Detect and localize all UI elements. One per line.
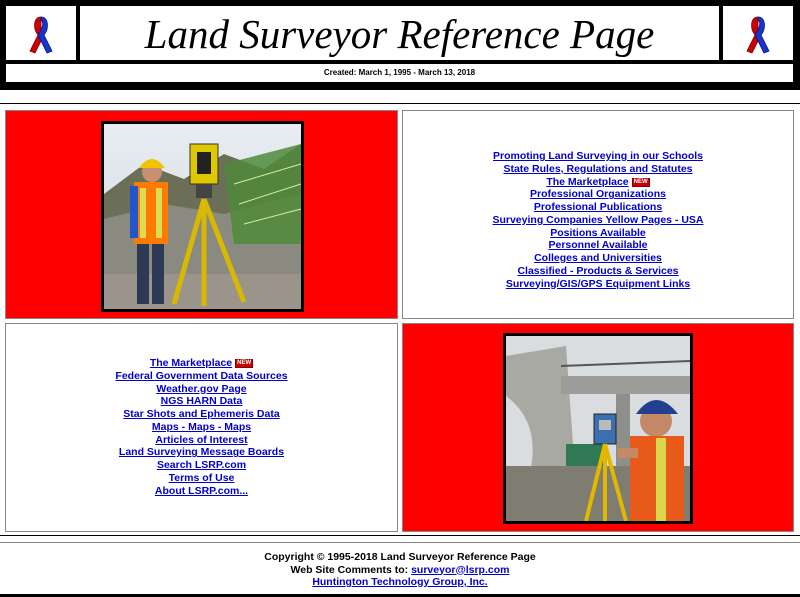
email-link[interactable]: surveyor@lsrp.com (411, 563, 510, 576)
title-box (79, 5, 720, 61)
footer (0, 551, 800, 589)
panel-bottom-left (5, 323, 398, 532)
link-label: Surveying/GIS/GPS Equipment Links (505, 277, 691, 290)
link-label: Professional Organizations (530, 188, 666, 201)
header-banner (0, 0, 800, 90)
surveyor-image-1 (104, 124, 301, 309)
link-label: Positions Available (550, 226, 646, 239)
ribbon-icon (26, 11, 56, 55)
link-personnel-available[interactable] (403, 239, 793, 252)
content-grid (0, 103, 800, 536)
link-label: State Rules, Regulations and Statutes (503, 162, 693, 175)
link-label: Surveying Companies Yellow Pages - USA (492, 213, 704, 226)
panel-bottom-right (402, 323, 794, 532)
link-label: Promoting Land Surveying in our Schools (492, 150, 703, 162)
link-about[interactable] (6, 485, 397, 498)
link-list-main (403, 150, 793, 290)
link-label: About LSRP.com... (154, 484, 249, 497)
ribbon-box-right (722, 5, 794, 61)
link-promoting-schools[interactable] (403, 150, 793, 163)
created-date: Created: March 1, 1995 - March 13, 2018 (323, 68, 476, 77)
link-federal-data[interactable] (6, 370, 397, 383)
link-label: The Marketplace (546, 175, 629, 188)
link-ngs-harn[interactable] (6, 395, 397, 408)
link-terms[interactable] (6, 472, 397, 485)
link-label: Terms of Use (168, 471, 235, 484)
link-search[interactable] (6, 459, 397, 472)
panel-top-right (402, 110, 794, 319)
link-classified[interactable] (403, 265, 793, 278)
link-message-boards[interactable] (6, 446, 397, 459)
panel-top-left (5, 110, 398, 319)
link-label: Land Surveying Message Boards (118, 446, 285, 459)
copyright-text: Copyright © 1995-2018 Land Surveyor Reference Page (264, 551, 536, 563)
link-articles[interactable] (6, 434, 397, 447)
surveyor-image-2 (506, 336, 690, 521)
link-label: Professional Publications (533, 201, 663, 213)
link-marketplace-2[interactable] (6, 357, 397, 370)
link-label: Maps - Maps - Maps (151, 420, 252, 433)
page-title: Land Surveyor Reference Page (144, 11, 655, 57)
footer-divider (0, 542, 800, 543)
link-label: Weather.gov Page (156, 382, 247, 395)
company-line (0, 576, 800, 589)
company-link[interactable]: Huntington Technology Group, Inc. (312, 576, 488, 588)
link-maps[interactable] (6, 421, 397, 434)
link-label: Articles of Interest (155, 433, 248, 446)
link-label: Federal Government Data Sources (115, 369, 288, 382)
comments-prefix: Web Site Comments to: (290, 563, 409, 576)
link-label: Star Shots and Ephemeris Data (123, 408, 280, 420)
link-equipment[interactable] (403, 278, 793, 291)
link-label: Personnel Available (548, 239, 648, 252)
comments-line (0, 564, 800, 577)
link-label: The Marketplace (149, 357, 233, 369)
link-state-rules[interactable] (403, 163, 793, 176)
created-box (5, 63, 794, 83)
link-professional-organizations[interactable] (403, 188, 793, 201)
link-positions-available[interactable] (403, 227, 793, 240)
link-marketplace[interactable] (403, 176, 793, 189)
link-label: Classified - Products & Services (517, 264, 679, 277)
link-yellow-pages[interactable] (403, 214, 793, 227)
link-star-shots[interactable] (6, 408, 397, 421)
new-badge: NEW (633, 178, 648, 185)
link-professional-publications[interactable] (403, 201, 793, 214)
surveyor-photo-1 (101, 121, 304, 312)
link-label: Colleges and Universities (534, 252, 662, 264)
link-list-resources (6, 357, 397, 497)
new-badge: NEW (237, 360, 252, 366)
ribbon-icon (743, 11, 773, 55)
link-colleges[interactable] (403, 252, 793, 265)
link-weather[interactable] (6, 383, 397, 396)
surveyor-photo-2 (503, 333, 693, 524)
link-label: NGS HARN Data (160, 395, 243, 408)
ribbon-box-left (5, 5, 77, 61)
link-label: Search LSRP.com (156, 459, 247, 471)
